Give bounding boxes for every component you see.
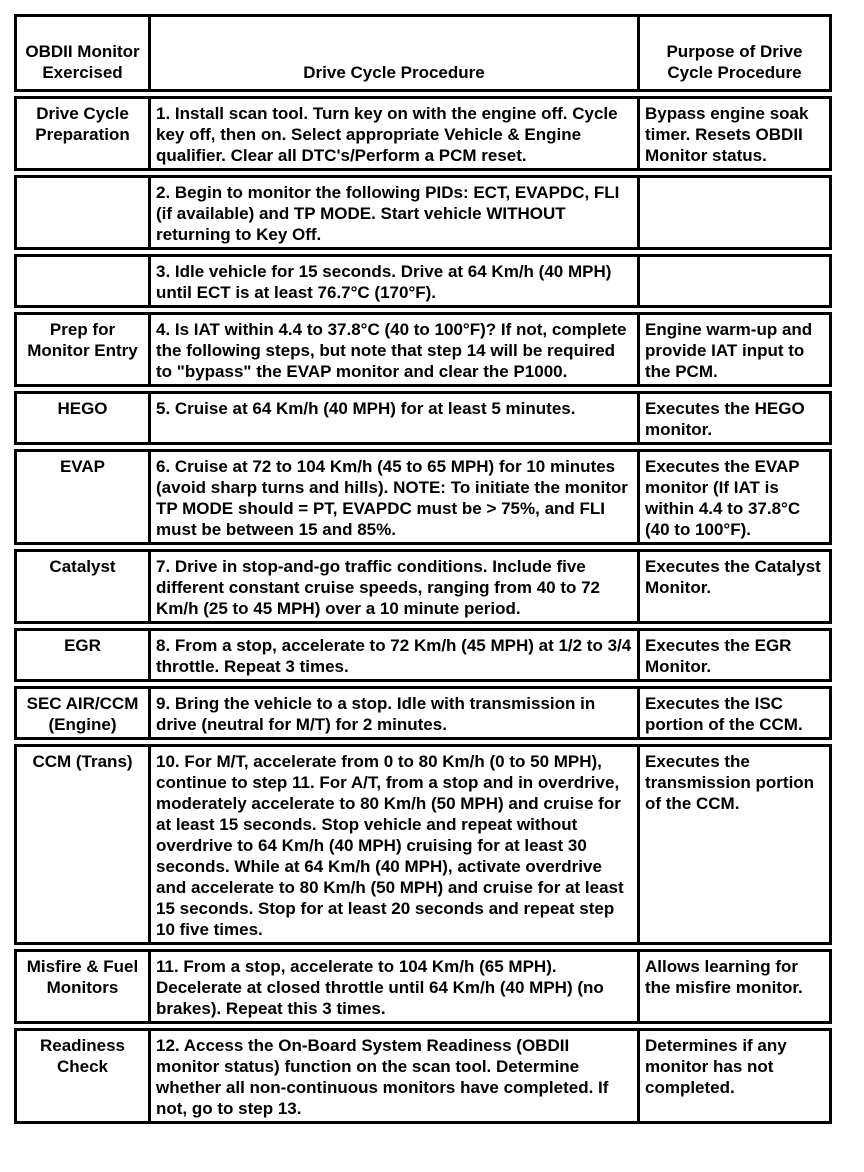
- purpose-cell: Executes the Catalyst Monitor.: [637, 549, 832, 624]
- header-row: [14, 14, 832, 92]
- purpose-cell: Executes the transmission portion of the CCM.: [637, 744, 832, 945]
- monitor-cell: Misfire & Fuel Monitors: [14, 949, 148, 1024]
- monitor-cell: EVAP: [14, 449, 148, 545]
- drive-cycle-table: [14, 10, 832, 1128]
- monitor-cell: Prep for Monitor Entry: [14, 312, 148, 387]
- purpose-cell: Executes the EGR Monitor.: [637, 628, 832, 682]
- table-row: [14, 254, 832, 308]
- purpose-cell: Executes the ISC portion of the CCM.: [637, 686, 832, 740]
- table-row: [14, 628, 832, 682]
- purpose-cell: Determines if any monitor has not completed.: [637, 1028, 832, 1124]
- monitor-cell: HEGO: [14, 391, 148, 445]
- purpose-cell: Engine warm-up and provide IAT input to the PCM.: [637, 312, 832, 387]
- procedure-cell: 5. Cruise at 64 Km/h (40 MPH) for at least 5 minutes.: [148, 391, 637, 445]
- monitor-cell: EGR: [14, 628, 148, 682]
- procedure-cell: 6. Cruise at 72 to 104 Km/h (45 to 65 MPH) for 10 minutes (avoid sharp turns and hills). NOTE: To initiate the monitor TP MODE should = PT, EVAPDC must be > 75%, and FLI must be between 15 and 85%.: [148, 449, 637, 545]
- table-row: [14, 175, 832, 250]
- procedure-cell: 7. Drive in stop-and-go traffic conditions. Include five different constant cruise speeds, ranging from 40 to 72 Km/h (25 to 45 MPH) over a 10 minute period.: [148, 549, 637, 624]
- monitor-cell: Catalyst: [14, 549, 148, 624]
- table-row: [14, 949, 832, 1024]
- purpose-cell: Executes the EVAP monitor (If IAT is within 4.4 to 37.8°C (40 to 100°F).: [637, 449, 832, 545]
- monitor-cell: CCM (Trans): [14, 744, 148, 945]
- purpose-cell: Executes the HEGO monitor.: [637, 391, 832, 445]
- table-row: [14, 449, 832, 545]
- procedure-cell: 2. Begin to monitor the following PIDs: ECT, EVAPDC, FLI (if available) and TP MODE. Start vehicle WITHOUT returning to Key Off.: [148, 175, 637, 250]
- procedure-cell: 11. From a stop, accelerate to 104 Km/h (65 MPH). Decelerate at closed throttle until 64 Km/h (40 MPH) (no brakes). Repeat this 3 times.: [148, 949, 637, 1024]
- table-row: [14, 391, 832, 445]
- header-purpose: Purpose of Drive Cycle Procedure: [637, 14, 832, 92]
- procedure-cell: 1. Install scan tool. Turn key on with the engine off. Cycle key off, then on. Select appropriate Vehicle & Engine qualifier. Clear all DTC's/Perform a PCM reset.: [148, 96, 637, 171]
- procedure-cell: 10. For M/T, accelerate from 0 to 80 Km/h (0 to 50 MPH), continue to step 11. For A/T, from a stop and in overdrive, moderately accelerate to 80 Km/h (50 MPH) and cruise for at least 15 seconds. Stop vehicle and repeat without overdrive to 64 Km/h (40 MPH) cruising for at least 30 seconds. While at 64 Km/h (40 MPH), activate overdrive and accelerate to 80 Km/h (50 MPH) and cruise for at least 15 seconds. Stop for at least 20 seconds and repeat step 10 five times.: [148, 744, 637, 945]
- monitor-cell: [14, 254, 148, 308]
- procedure-cell: 8. From a stop, accelerate to 72 Km/h (45 MPH) at 1/2 to 3/4 throttle. Repeat 3 times.: [148, 628, 637, 682]
- purpose-cell: Allows learning for the misfire monitor.: [637, 949, 832, 1024]
- purpose-cell: [637, 254, 832, 308]
- purpose-cell: [637, 175, 832, 250]
- procedure-cell: 9. Bring the vehicle to a stop. Idle with transmission in drive (neutral for M/T) for 2 minutes.: [148, 686, 637, 740]
- monitor-cell: Readiness Check: [14, 1028, 148, 1124]
- table-row: [14, 312, 832, 387]
- table-row: [14, 686, 832, 740]
- header-monitor: OBDII Monitor Exercised: [14, 14, 148, 92]
- procedure-cell: 4. Is IAT within 4.4 to 37.8°C (40 to 100°F)? If not, complete the following steps, but note that step 14 will be required to "bypass" the EVAP monitor and clear the P1000.: [148, 312, 637, 387]
- table-row: [14, 96, 832, 171]
- monitor-cell: [14, 175, 148, 250]
- table-row: [14, 1028, 832, 1124]
- monitor-cell: Drive Cycle Preparation: [14, 96, 148, 171]
- header-procedure: Drive Cycle Procedure: [148, 14, 637, 92]
- procedure-cell: 3. Idle vehicle for 15 seconds. Drive at 64 Km/h (40 MPH) until ECT is at least 76.7°C (170°F).: [148, 254, 637, 308]
- table-row: [14, 549, 832, 624]
- table-row: [14, 744, 832, 945]
- procedure-cell: 12. Access the On-Board System Readiness (OBDII monitor status) function on the scan tool. Determine whether all non-continuous monitors have completed. If not, go to step 13.: [148, 1028, 637, 1124]
- monitor-cell: SEC AIR/CCM (Engine): [14, 686, 148, 740]
- purpose-cell: Bypass engine soak timer. Resets OBDII Monitor status.: [637, 96, 832, 171]
